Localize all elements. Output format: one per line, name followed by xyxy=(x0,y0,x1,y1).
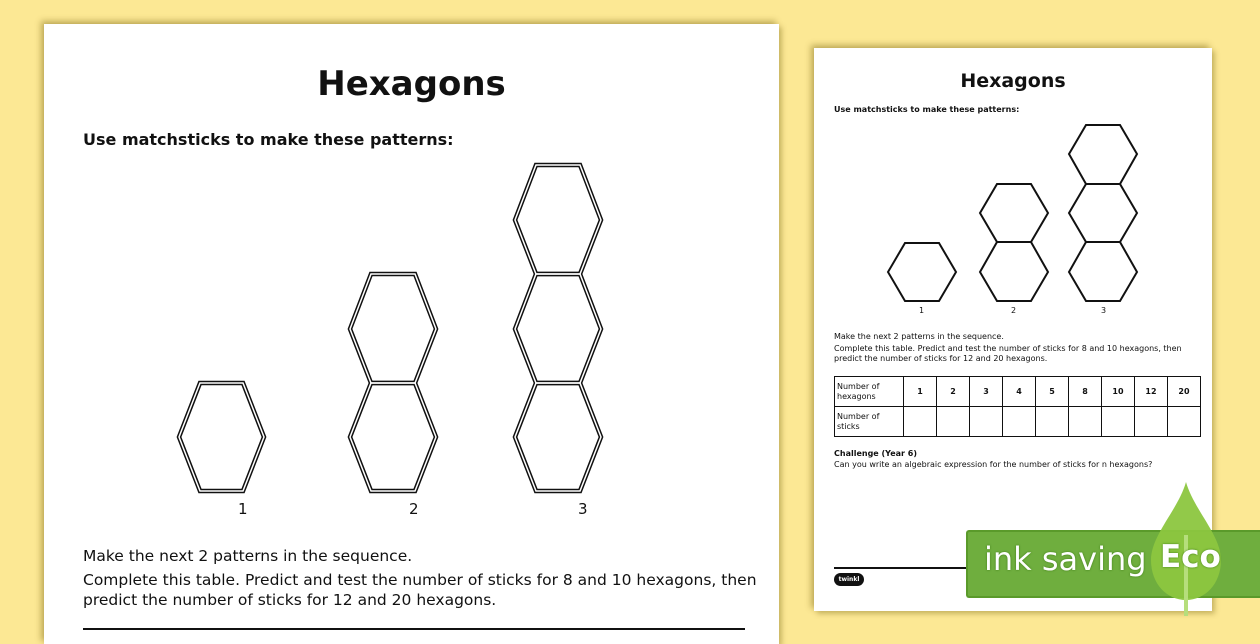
table-row-sticks xyxy=(835,407,1201,437)
table-cell: 10 xyxy=(1102,377,1135,407)
preview-label-1: 1 xyxy=(919,306,925,315)
challenge-title: Challenge (Year 6) xyxy=(834,449,917,458)
worksheet-instruction: Use matchsticks to make these patterns: xyxy=(83,130,454,149)
table-cell: 3 xyxy=(970,377,1003,407)
preview-label-2: 2 xyxy=(1011,306,1017,315)
challenge-text: Can you write an algebraic expression for the number of sticks for n hexagons? xyxy=(834,460,1153,469)
pattern-label-3: 3 xyxy=(578,500,588,518)
eco-label: Eco xyxy=(1160,539,1221,575)
table-cell: 20 xyxy=(1168,377,1201,407)
answer-cell[interactable] xyxy=(970,407,1003,437)
answer-cell[interactable] xyxy=(904,407,937,437)
row-header-sticks: Number of sticks xyxy=(835,407,904,437)
table-cell: 4 xyxy=(1003,377,1036,407)
preview-instruction: Use matchsticks to make these patterns: xyxy=(834,105,1020,114)
table-cell: 8 xyxy=(1069,377,1102,407)
answer-cell[interactable] xyxy=(1102,407,1135,437)
preview-instruction-table2: predict the number of sticks for 12 and 20 hexagons. xyxy=(834,354,1048,363)
hexagon-patterns xyxy=(44,24,779,524)
table-cell: 5 xyxy=(1036,377,1069,407)
preview-instruction-table1: Complete this table. Predict and test the number of sticks for 8 and 10 hexagons, then xyxy=(834,344,1182,353)
instruction-table-line1: Complete this table. Predict and test the number of sticks for 8 and 10 hexagons, then xyxy=(83,571,757,589)
preview-instruction-next: Make the next 2 patterns in the sequence. xyxy=(834,332,1004,341)
sticks-table xyxy=(834,376,1201,437)
answer-cell[interactable] xyxy=(1036,407,1069,437)
answer-cell[interactable] xyxy=(937,407,970,437)
preview-title: Hexagons xyxy=(960,70,1066,92)
twinkl-logo: twinkl xyxy=(834,573,864,586)
table-row-hexagons xyxy=(835,377,1201,407)
pattern-label-2: 2 xyxy=(409,500,419,518)
answer-cell[interactable] xyxy=(1168,407,1201,437)
answer-cell[interactable] xyxy=(1135,407,1168,437)
table-cell: 12 xyxy=(1135,377,1168,407)
row-header-hexagons: Number of hexagons xyxy=(835,377,904,407)
instruction-table-line2: predict the number of sticks for 12 and 20 hexagons. xyxy=(83,591,497,609)
table-cell: 1 xyxy=(904,377,937,407)
worksheet-title: Hexagons xyxy=(317,64,506,104)
ink-saving-label: ink saving xyxy=(984,540,1147,578)
pattern-label-1: 1 xyxy=(238,500,248,518)
instruction-next-patterns: Make the next 2 patterns in the sequence. xyxy=(83,547,413,565)
preview-hexagon-patterns xyxy=(814,48,1212,318)
table-cell: 2 xyxy=(937,377,970,407)
answer-cell[interactable] xyxy=(1003,407,1036,437)
preview-label-3: 3 xyxy=(1101,306,1107,315)
answer-cell[interactable] xyxy=(1069,407,1102,437)
main-worksheet xyxy=(44,24,779,644)
